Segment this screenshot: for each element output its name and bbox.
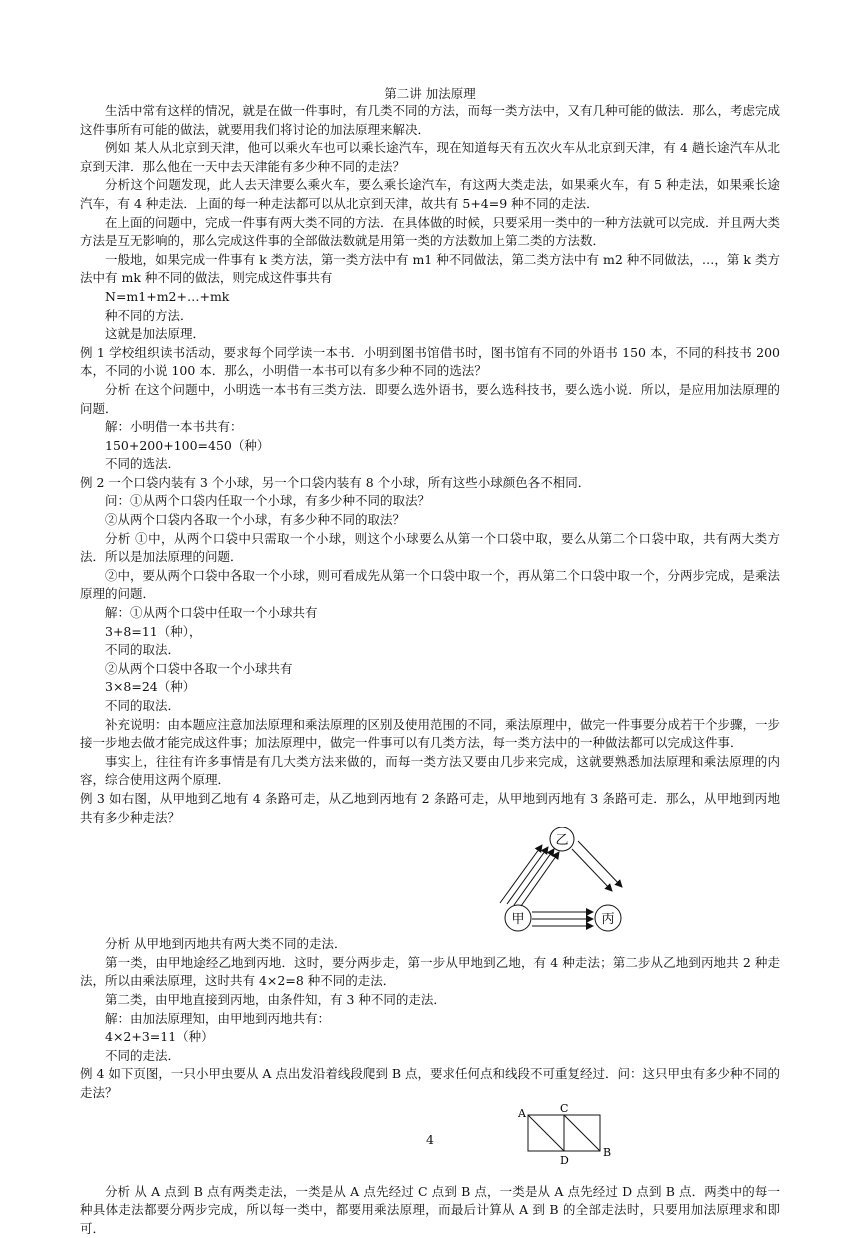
- formula: 3×8=24（种）: [80, 678, 780, 697]
- node-jia-label: 甲: [511, 912, 524, 927]
- paragraph: 第一类，由甲地途经乙地到丙地．这时，要分两步走，第一步从甲地到乙地，有 4 种走法；第二步从乙地到丙地共 2 种走法，所以由乘法原理，这时共有 4×2=8 种不同的走法．: [80, 954, 780, 991]
- formula: 4×2+3=11（种）: [80, 1028, 780, 1047]
- point-b-label: B: [603, 1146, 611, 1159]
- example-heading: 例 4 如下页图，一只小甲虫要从 A 点出发沿着线段爬到 B 点，要求任何点和线段不可重复经过．问：这只甲虫有多少种不同的走法？: [80, 1065, 780, 1102]
- paragraph: 解：由加法原理知，由甲地到丙地共有：: [80, 1010, 780, 1029]
- route-arrow: [514, 849, 554, 905]
- formula: N=m1+m2+…+mk: [80, 288, 780, 307]
- page-number: 4: [0, 1132, 860, 1147]
- paragraph: ②中，要从两个口袋中各取一个小球，则可看成先从第一个口袋中取一个，再从第二个口袋中取一个，分两步完成，是乘法原理的问题．: [80, 567, 780, 604]
- example-heading: 例 3 如右图，从甲地到乙地有 4 条路可走，从乙地到丙地有 2 条路可走，从甲地到丙地有 3 条路可走．那么，从甲地到丙地共有多少种走法？: [80, 790, 780, 827]
- example-heading: 例 1 学校组织读书活动，要求每个同学读一本书．小明到图书馆借书时，图书馆有不同的外语书 150 本，不同的科技书 200 本，不同的小说 100 本．那么，小明借一本书可以有多少种不同的选法？: [80, 344, 780, 381]
- paragraph: 在上面的问题中，完成一件事有两大类不同的方法．在具体做的时候，只要采用一类中的一种方法就可以完成．并且两大类方法是互无影响的，那么完成这件事的全部做法数就是用第一类的方法数加上第二类的方法数．: [80, 214, 780, 251]
- paragraph: 第二类，由甲地直接到丙地，由条件知，有 3 种不同的走法．: [80, 991, 780, 1010]
- paragraph: 补充说明：由本题应注意加法原理和乘法原理的区别及使用范围的不同，乘法原理中，做完一件事要分成若干个步骤，一步接一步地去做才能完成这件事；加法原理中，做完一件事可以有几类方法，每一类方法中的一种做法都可以完成这件事．: [80, 716, 780, 753]
- page-title: 第二讲 加法原理: [0, 84, 860, 102]
- paragraph: ②从两个口袋内各取一个小球，有多少种不同的取法？: [80, 511, 780, 530]
- paragraph: 这就是加法原理．: [80, 325, 780, 344]
- paragraph: 生活中常有这样的情况，就是在做一件事时，有几类不同的方法，而每一类方法中，又有几种可能的做法．那么，考虑完成这件事所有可能的做法，就要用我们将讨论的加法原理来解决．: [80, 102, 780, 139]
- paragraph: 问：①从两个口袋内任取一个小球，有多少种不同的取法？: [80, 492, 780, 511]
- paragraph: 分析 ①中，从两个口袋中只需取一个小球，则这个小球要么从第一个口袋中取，要么从第二个口袋中取，共有两大类方法．所以是加法原理的问题．: [80, 530, 780, 567]
- example-heading: 例 2 一个口袋内装有 3 个小球，另一个口袋内装有 8 个小球，所有这些小球颜色各不相同．: [80, 474, 780, 493]
- paragraph: 分析 从 A 点到 B 点有两类走法，一类是从 A 点先经过 C 点到 B 点，一类是从 A 点先经过 D 点到 B 点．两类中的每一种具体走法都要分两步完成，所以每一类中，都要用乘法原理，而最后计算从 A 到 B 的全部走法时，只要用加法原理求和即可．: [80, 1183, 780, 1238]
- paragraph: 不同的取法．: [80, 697, 780, 716]
- paragraph: 不同的取法．: [80, 641, 780, 660]
- route-arrow: [521, 852, 559, 906]
- paragraph: 分析 从甲地到丙地共有两大类不同的走法．: [80, 935, 780, 954]
- paragraph: 一般地，如果完成一件事有 k 类方法，第一类方法中有 m1 种不同做法，第二类方法中有 m2 种不同做法，…，第 k 类方法中有 mk 种不同的做法，则完成这件事共有: [80, 251, 780, 288]
- document-body: [80, 102, 780, 1238]
- paragraph: 分析这个问题发现，此人去天津要么乘火车，要么乘长途汽车，有这两大类走法，如果乘火车，有 5 种走法，如果乘长途汽车，有 4 种走法．上面的每一种走法都可以从北京到天津，故共有 5+4=9 种不同的走法．: [80, 176, 780, 213]
- paragraph: 事实上，往往有许多事情是有几大类方法来做的，而每一类方法又要由几步来完成，这就要熟悉加法原理和乘法原理的内容，综合使用这两个原理．: [80, 753, 780, 790]
- paragraph: 不同的选法．: [80, 455, 780, 474]
- paragraph: 不同的走法．: [80, 1047, 780, 1066]
- route-diagram-svg: [498, 827, 638, 933]
- paragraph: 解：①从两个口袋中任取一个小球共有: [80, 604, 780, 623]
- node-yi-label: 乙: [555, 833, 568, 848]
- paragraph: ②从两个口袋中各取一个小球共有: [80, 660, 780, 679]
- paragraph: 解：小明借一本书共有：: [80, 418, 780, 437]
- paragraph: 种不同的方法．: [80, 307, 780, 326]
- route-diagram: [80, 827, 780, 935]
- formula: 150+200+100=450（种）: [80, 437, 780, 456]
- formula: 3+8=11（种），: [80, 623, 780, 642]
- point-c-label: C: [560, 1103, 568, 1115]
- point-a-label: A: [517, 1107, 527, 1120]
- paragraph: 分析 在这个问题中，小明选一本书有三类方法．即要么选外语书，要么选科技书，要么选小说．所以，是应用加法原理的问题．: [80, 381, 780, 418]
- point-d-label: D: [560, 1154, 569, 1165]
- route-arrow: [578, 841, 622, 887]
- route-arrow: [507, 847, 548, 904]
- paragraph: 例如 某人从北京到天津，他可以乘火车也可以乘长途汽车，现在知道每天有五次火车从北京到天津，有 4 趟长途汽车从北京到天津．那么他在一天中去天津能有多少种不同的走法？: [80, 139, 780, 176]
- node-bing-label: 丙: [601, 912, 614, 927]
